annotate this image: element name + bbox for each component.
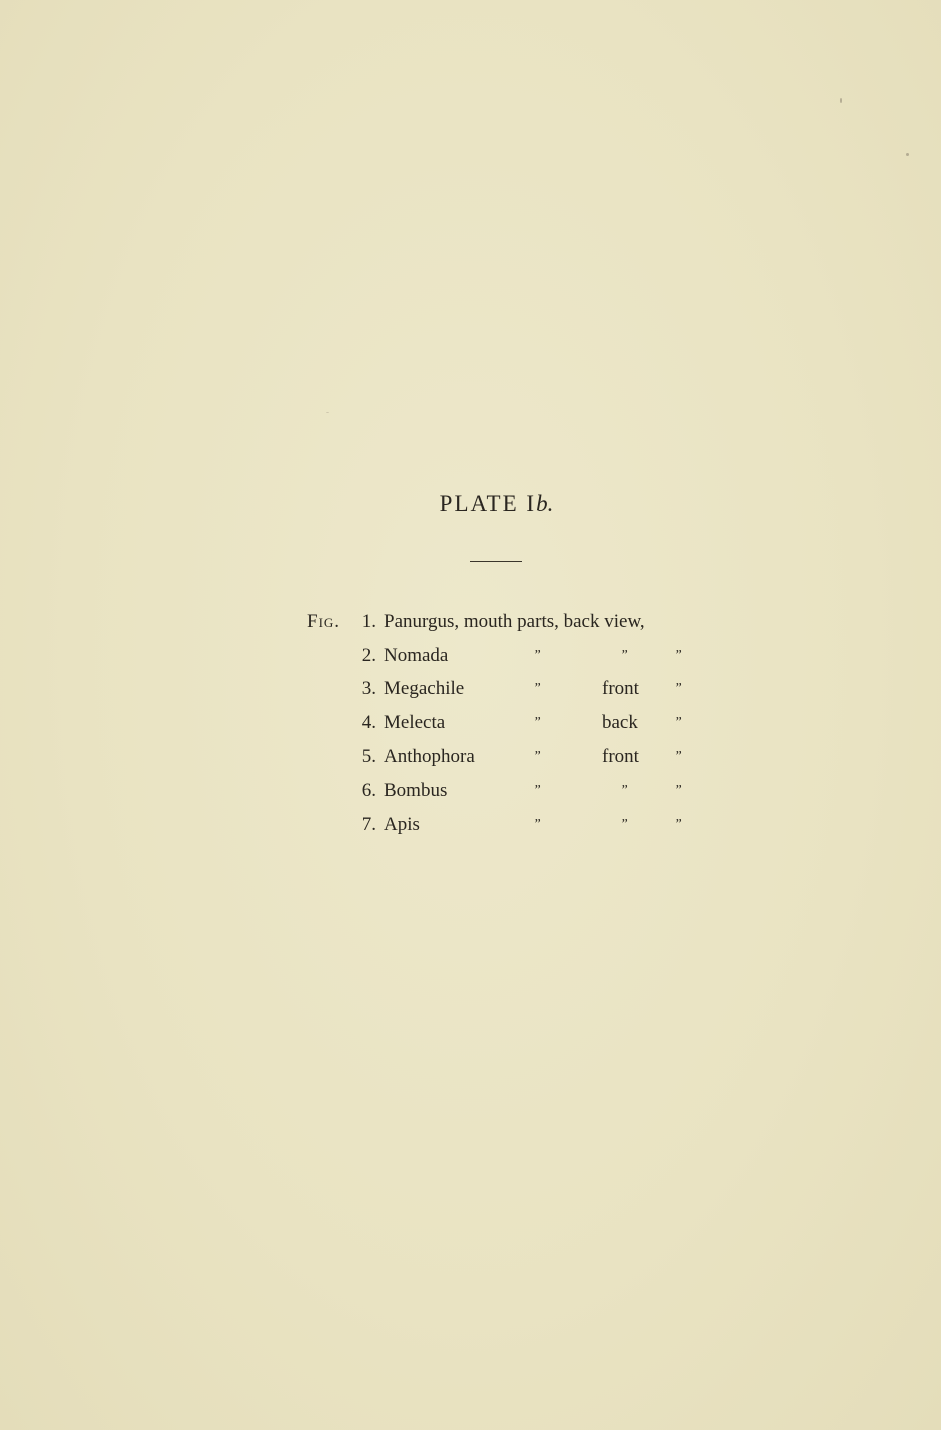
paper-speck — [840, 98, 842, 103]
ditto-mark: ” — [674, 749, 682, 764]
plate-title-suffix: b. — [536, 491, 554, 516]
figure-number: 7. — [361, 814, 376, 835]
figure-genus: Anthophora — [384, 746, 475, 767]
ditto-mark: ” — [620, 648, 628, 663]
plate-title-text: PLATE I — [439, 491, 537, 516]
figure-description: Panurgus, mouth parts, back view, — [384, 611, 645, 632]
ditto-mark: ” — [674, 817, 682, 832]
ditto-mark: ” — [533, 783, 541, 798]
view-side: back — [602, 712, 638, 733]
ditto-mark: ” — [620, 817, 628, 832]
figure-number: 1. — [361, 611, 376, 632]
figure-genus: Megachile — [384, 678, 465, 699]
figure-genus: Melecta — [384, 712, 446, 733]
ditto-mark: ” — [674, 715, 682, 730]
fig-label: Fig. — [307, 611, 341, 632]
figure-number: 6. — [361, 780, 376, 801]
figure-genus: Nomada — [384, 645, 449, 666]
ditto-mark: ” — [620, 783, 628, 798]
figure-number: 5. — [361, 746, 376, 767]
view-side: front — [602, 746, 639, 767]
figure-genus: Bombus — [384, 780, 448, 801]
ditto-mark: ” — [533, 648, 541, 663]
ditto-mark: ” — [674, 681, 682, 696]
figure-number: 2. — [361, 645, 376, 666]
ditto-mark: ” — [533, 749, 541, 764]
figure-number: 3. — [361, 678, 376, 699]
ditto-mark: ” — [674, 648, 682, 663]
view-side: front — [602, 678, 639, 699]
ditto-mark: ” — [533, 817, 541, 832]
paper-speck — [326, 412, 329, 413]
figure-number: 4. — [361, 712, 376, 733]
ditto-mark: ” — [533, 715, 541, 730]
paper-speck — [906, 153, 909, 156]
ditto-mark: ” — [674, 783, 682, 798]
plate-title — [0, 491, 941, 517]
figure-genus: Apis — [384, 814, 420, 835]
title-divider — [470, 561, 522, 562]
ditto-mark: ” — [533, 681, 541, 696]
